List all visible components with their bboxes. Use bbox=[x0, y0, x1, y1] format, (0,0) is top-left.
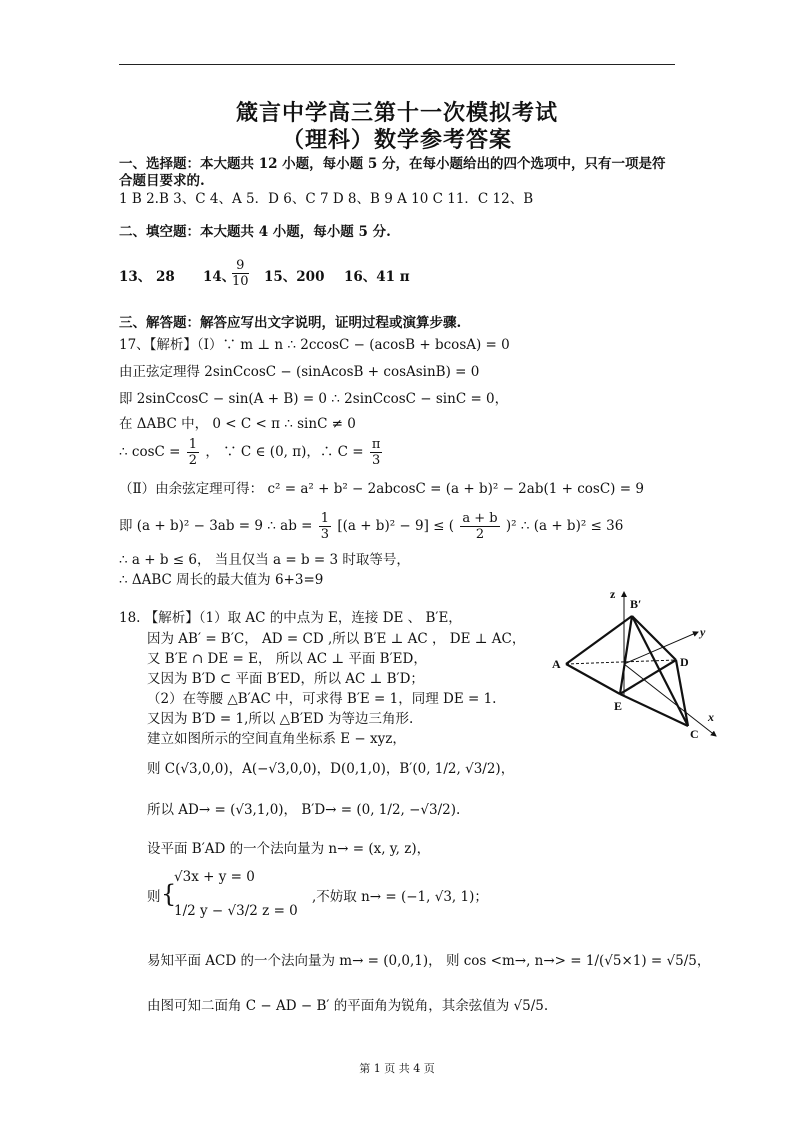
frac-numerator: π bbox=[371, 437, 381, 452]
q18-line7: 建立如图所示的空间直角坐标系 E − xyz， bbox=[147, 731, 406, 747]
q18-line6: 又因为 B′D = 1,所以 △B′ED 为等边三角形. bbox=[147, 711, 414, 727]
frac-numerator: 1 bbox=[320, 511, 330, 526]
q18-line1: 18. 【解析】（1）取 AC 的中点为 E，连接 DE 、 B′E， bbox=[119, 610, 462, 626]
label-y: y bbox=[700, 625, 706, 639]
header-rule bbox=[119, 64, 675, 65]
q18-line8: 则 C(√3,0,0)，A(−√3,0,0)，D(0,1,0)，B′(0, 1/2, √3/2)， bbox=[147, 761, 515, 777]
section1-heading: 一、选择题：本大题共 12 小题，每小题 5 分，在每小题给出的四个选项中，只有一项是符 bbox=[119, 156, 666, 172]
page-subtitle: （理科）数学参考答案 bbox=[281, 127, 512, 153]
pyramid-figure bbox=[548, 586, 722, 746]
frac-denominator: 3 bbox=[320, 527, 330, 542]
q18-line3: 又 B′E ∩ DE = E， 所以 AC ⊥ 平面 B′ED， bbox=[147, 651, 427, 667]
q17-line6: （Ⅱ）由余弦定理可得： c² = a² + b² − 2abcosC = (a + b)² − 2ab(1 + cosC) = 9 bbox=[119, 481, 644, 497]
frac-numerator: 1 bbox=[188, 437, 198, 452]
q18-line4: 又因为 B′D ⊂ 平面 B′ED，所以 AC ⊥ B′D； bbox=[147, 671, 424, 687]
q17-line3: 即 2sinCcosC − sin(A + B) = 0 ∴ 2sinCcosC − sinC = 0， bbox=[119, 391, 509, 407]
q18-normal-choice: ,不妨取 n→ = (−1, √3, 1)； bbox=[312, 889, 488, 905]
label-b: B′ bbox=[630, 597, 642, 611]
pyramid-edges bbox=[566, 616, 688, 726]
q17-line9: ∴ ΔABC 周长的最大值为 6+3=9 bbox=[119, 572, 324, 588]
q18-system-eq1: √3x + y = 0 bbox=[174, 869, 255, 885]
q17-ab-mid: [(a + b)² − 9] ≤ ( bbox=[337, 518, 455, 534]
q17-line5 bbox=[119, 437, 384, 468]
label-c: C bbox=[690, 727, 699, 741]
fill-answer-13: 13、 28 bbox=[119, 269, 175, 285]
q18-line13: 由图可知二面角 C − AD − B′ 的平面角为锐角，其余弦值为 √5/5. bbox=[147, 998, 549, 1014]
frac-numerator: a + b bbox=[462, 511, 498, 526]
frac-denominator: 10 bbox=[232, 274, 249, 289]
section3-heading: 三、解答题：解答应写出文字说明，证明过程或演算步骤. bbox=[119, 315, 462, 331]
label-e: E bbox=[614, 699, 623, 713]
section1-heading-cont: 合题目要求的. bbox=[119, 173, 205, 189]
q18-system-eq2: 1/2 y − √3/2 z = 0 bbox=[174, 903, 298, 919]
choice-answers: 1 B 2.B 3、C 4、A 5．D 6、C 7 D 8、B 9 A 10 C 11．C 12、B bbox=[119, 191, 534, 207]
page-footer: 第 1 页 共 4 页 bbox=[359, 1062, 435, 1075]
q17-ab-rhs: )² ∴ (a + b)² ≤ 36 bbox=[505, 518, 624, 534]
q18-line12: 易知平面 ACD 的一个法向量为 m→ = (0,0,1)， 则 cos <m→, n→> = 1/(√5×1) = √5/5， bbox=[147, 953, 711, 969]
q17-cos-lhs: ∴ cosC = bbox=[119, 444, 181, 460]
fill-answer-16: 16、41 π bbox=[344, 269, 410, 285]
q17-ab-lhs: 即 (a + b)² − 3ab = 9 ∴ ab = bbox=[119, 518, 313, 534]
q17-line1: 17、【解析】（Ⅰ）∵ m ⊥ n ∴ 2ccosC − (acosB + bcosA) = 0 bbox=[119, 337, 510, 353]
q18-line5: （2）在等腰 △B′AC 中，可求得 B′E = 1，同理 DE = 1. bbox=[147, 691, 497, 707]
x-axis bbox=[624, 664, 716, 736]
frac-denominator: 3 bbox=[372, 453, 381, 468]
q18-line10: 设平面 B′AD 的一个法向量为 n→ = (x, y, z)， bbox=[147, 841, 431, 857]
q17-line2: 由正弦定理得 2sinCcosC − (sinAcosB + cosAsinB) = 0 bbox=[119, 364, 480, 380]
label-x: x bbox=[708, 710, 714, 724]
label-d: D bbox=[680, 655, 689, 669]
fill-answer-14-label: 14、 bbox=[203, 269, 236, 285]
fill-answer-14-frac bbox=[230, 258, 251, 289]
frac-denominator: 2 bbox=[475, 527, 485, 542]
label-a: A bbox=[552, 657, 561, 671]
page-title: 箴言中学高三第十一次模拟考试 bbox=[235, 100, 558, 126]
q17-line7 bbox=[119, 511, 623, 542]
q18-line9: 所以 AD→ = (√3,1,0)， B′D→ = (0, 1/2, −√3/2). bbox=[147, 802, 461, 818]
q18-line2: 因为 AB′ = B′C， AD = CD ,所以 B′E ⊥ AC ， DE ⊥ AC， bbox=[147, 631, 526, 647]
left-brace-icon: { bbox=[161, 880, 177, 908]
q17-c-range: ， ∵ C ∈ (0, π)，∴ C = bbox=[205, 444, 364, 460]
q17-line8: ∴ a + b ≤ 6， 当且仅当 a = b = 3 时取等号， bbox=[119, 552, 410, 568]
frac-numerator: 9 bbox=[232, 258, 249, 274]
fill-answer-15: 15、200 bbox=[264, 269, 325, 285]
section2-heading: 二、填空题：本大题共 4 小题，每小题 5 分. bbox=[119, 224, 391, 240]
frac-denominator: 2 bbox=[188, 453, 198, 468]
q17-line4: 在 ΔABC 中， 0 < C < π ∴ sinC ≠ 0 bbox=[119, 416, 356, 432]
label-z: z bbox=[610, 587, 616, 601]
q18-system-prefix: 则 bbox=[147, 889, 161, 905]
